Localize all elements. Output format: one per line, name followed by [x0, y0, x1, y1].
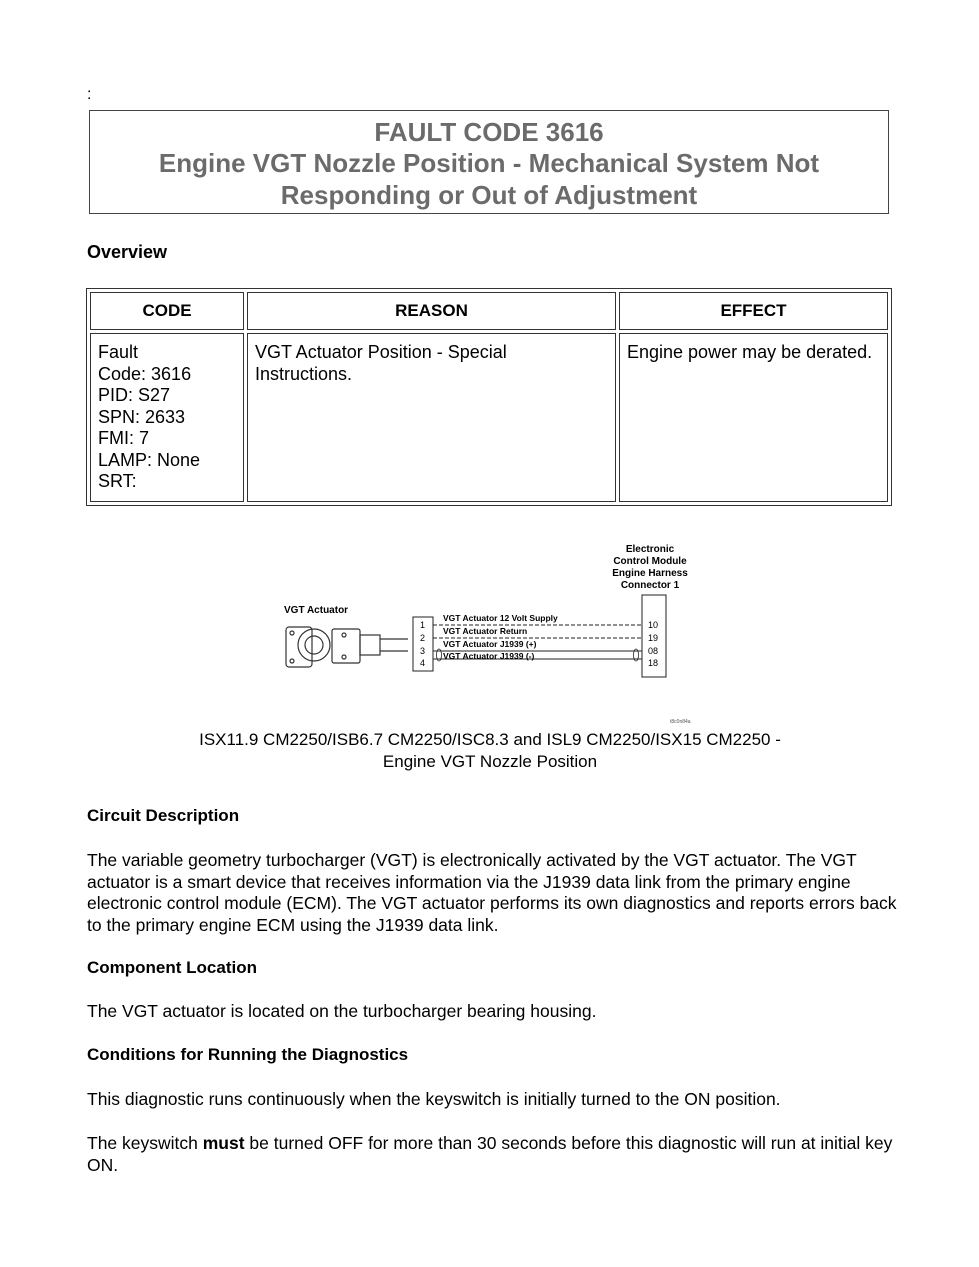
diagram-caption: [120, 729, 860, 773]
image-id: t8c0n84a: [670, 719, 691, 725]
pin-right: 19: [648, 633, 659, 643]
reason-text: VGT Actuator Position - Special Instructions.: [255, 342, 507, 384]
lead-colon: :: [87, 86, 92, 103]
wiring-diagram: [270, 535, 710, 725]
header-code: CODE: [90, 292, 244, 330]
fault-code-table: [86, 288, 892, 506]
effect-text: Engine power may be derated.: [627, 342, 873, 362]
wire-label: VGT Actuator Return: [443, 626, 528, 636]
overview-heading: Overview: [87, 242, 168, 262]
ecm-label-line: Control Module: [613, 556, 687, 567]
pin-left: 3: [420, 646, 426, 656]
component-location-text: The VGT actuator is located on the turbocharger bearing housing.: [87, 1001, 597, 1021]
header-reason: REASON: [247, 292, 616, 330]
pin-right: 18: [648, 658, 659, 668]
code-line: LAMP: None: [98, 449, 201, 470]
code-line: Code: 3616: [98, 363, 192, 384]
keyswitch-text-a: The keyswitch: [87, 1133, 203, 1153]
caption-line: ISX11.9 CM2250/ISB6.7 CM2250/ISC8.3 and ISL9 CM2250/ISX15 CM2250 -: [199, 730, 781, 749]
header-effect: EFFECT: [619, 292, 888, 330]
code-line: FMI: 7: [98, 428, 150, 448]
code-line: SPN: 2633: [98, 406, 186, 427]
code-line: SRT:: [98, 471, 137, 491]
pin-right: 08: [648, 646, 659, 656]
keyswitch-emphasis: must: [202, 1133, 245, 1153]
code-cell: [90, 333, 244, 502]
reason-cell: [247, 333, 616, 502]
circuit-description-heading: Circuit Description: [87, 806, 240, 825]
ecm-label-line: Connector 1: [620, 580, 680, 591]
keyswitch-text-b: be turned OFF for more than 30 seconds before this diagnostic will run at initial key ON.: [87, 1133, 893, 1175]
circuit-description-text: The variable geometry turbocharger (VGT) is electronically activated by the VGT actuator. The VGT actuator is a smart device that receives information via the J1939 data link from the primary engine electronic control module (ECM). The VGT actuator performs its own diagnostics and reports errors back to the primary engine ECM using the J1939 data link.: [87, 850, 897, 935]
wire-label: VGT Actuator J1939 (+): [443, 639, 537, 649]
conditions-text: This diagnostic runs continuously when the keyswitch is initially turned to the ON position.: [87, 1089, 781, 1109]
component-location-heading: Component Location: [87, 958, 257, 977]
code-line: Fault: [98, 342, 139, 362]
conditions-heading: Conditions for Running the Diagnostics: [87, 1045, 409, 1064]
pin-left: 1: [420, 620, 426, 630]
vgt-actuator-icon: [286, 627, 408, 667]
fault-description-title: Engine VGT Nozzle Position - Mechanical System Not Responding or Out of Adjustment: [158, 148, 820, 210]
caption-line: Engine VGT Nozzle Position: [382, 752, 598, 771]
ecm-label-line: Engine Harness: [612, 568, 688, 579]
table-row: [90, 333, 888, 502]
actuator-label: VGT Actuator: [284, 605, 349, 616]
pin-left: 2: [420, 633, 426, 643]
keyswitch-text: [87, 1133, 897, 1176]
pin-left: 4: [420, 658, 426, 668]
wire-label: VGT Actuator 12 Volt Supply: [443, 613, 558, 623]
fault-code-title: FAULT CODE 3616: [374, 117, 604, 147]
pin-right: 10: [648, 620, 659, 630]
ecm-label-line: Electronic: [625, 544, 675, 555]
code-line: PID: S27: [98, 385, 171, 405]
effect-cell: [619, 333, 888, 502]
table-header-row: [90, 292, 888, 330]
wire-label: VGT Actuator J1939 (-): [443, 651, 535, 661]
fault-title-box: [89, 110, 889, 214]
